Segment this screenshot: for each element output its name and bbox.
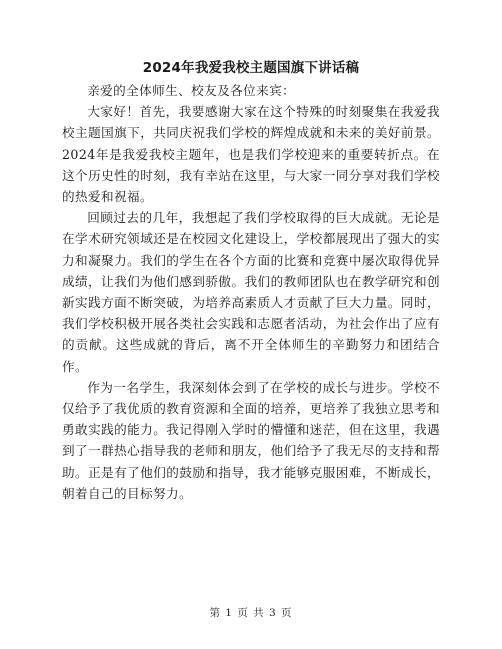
body-paragraph: 回顾过去的几年，我想起了我们学校取得的巨大成就。无论是在学术研究领域还是在校园文化建设上，学校都展现出了强大的实力和凝聚力。我们的学生在各个方面的比赛和竞赛中屡次取得优异成绩，让我们为他们感到骄傲。我们的教师团队也在教学研究和创新实践方面不断突破，为培养高素质人才贡献了巨大力量。同时，我们学校积极开展各类社会实践和志愿者活动，为社会作出了应有的贡献。这些成就的背后，离不开全体师生的辛勤努力和团结合作。	[62, 210, 440, 374]
body-paragraph: 大家好！首先，我要感谢大家在这个特殊的时刻聚集在我爱我校主题国旗下，共同庆祝我们学校的辉煌成就和未来的美好前景。2024年是我爱我校主题年，也是我们学校迎来的重要转折点。在这个历史性的时刻，我有幸站在这里，与大家一同分享对我们学校的热爱和祝福。	[62, 104, 440, 205]
document-body	[62, 80, 440, 504]
body-paragraph: 作为一名学生，我深刻体会到了在学校的成长与进步。学校不仅给予了我优质的教育资源和全面的培养，更培养了我独立思考和勇敢实践的能力。我记得刚入学时的懵懂和迷茫，但在这里，我遇到了一群热心指导我的老师和朋友，他们给予了我无尽的支持和帮助。正是有了他们的鼓励和指导，我才能够克服困难，不断成长，朝着自己的目标努力。	[62, 379, 440, 501]
document-title: 2024年我爱我校主题国旗下讲话稿	[142, 60, 360, 76]
page-number-footer: 第 1 页 共 3 页	[209, 607, 293, 619]
salutation-paragraph: 亲爱的全体师生、校友及各位来宾：	[87, 83, 296, 98]
